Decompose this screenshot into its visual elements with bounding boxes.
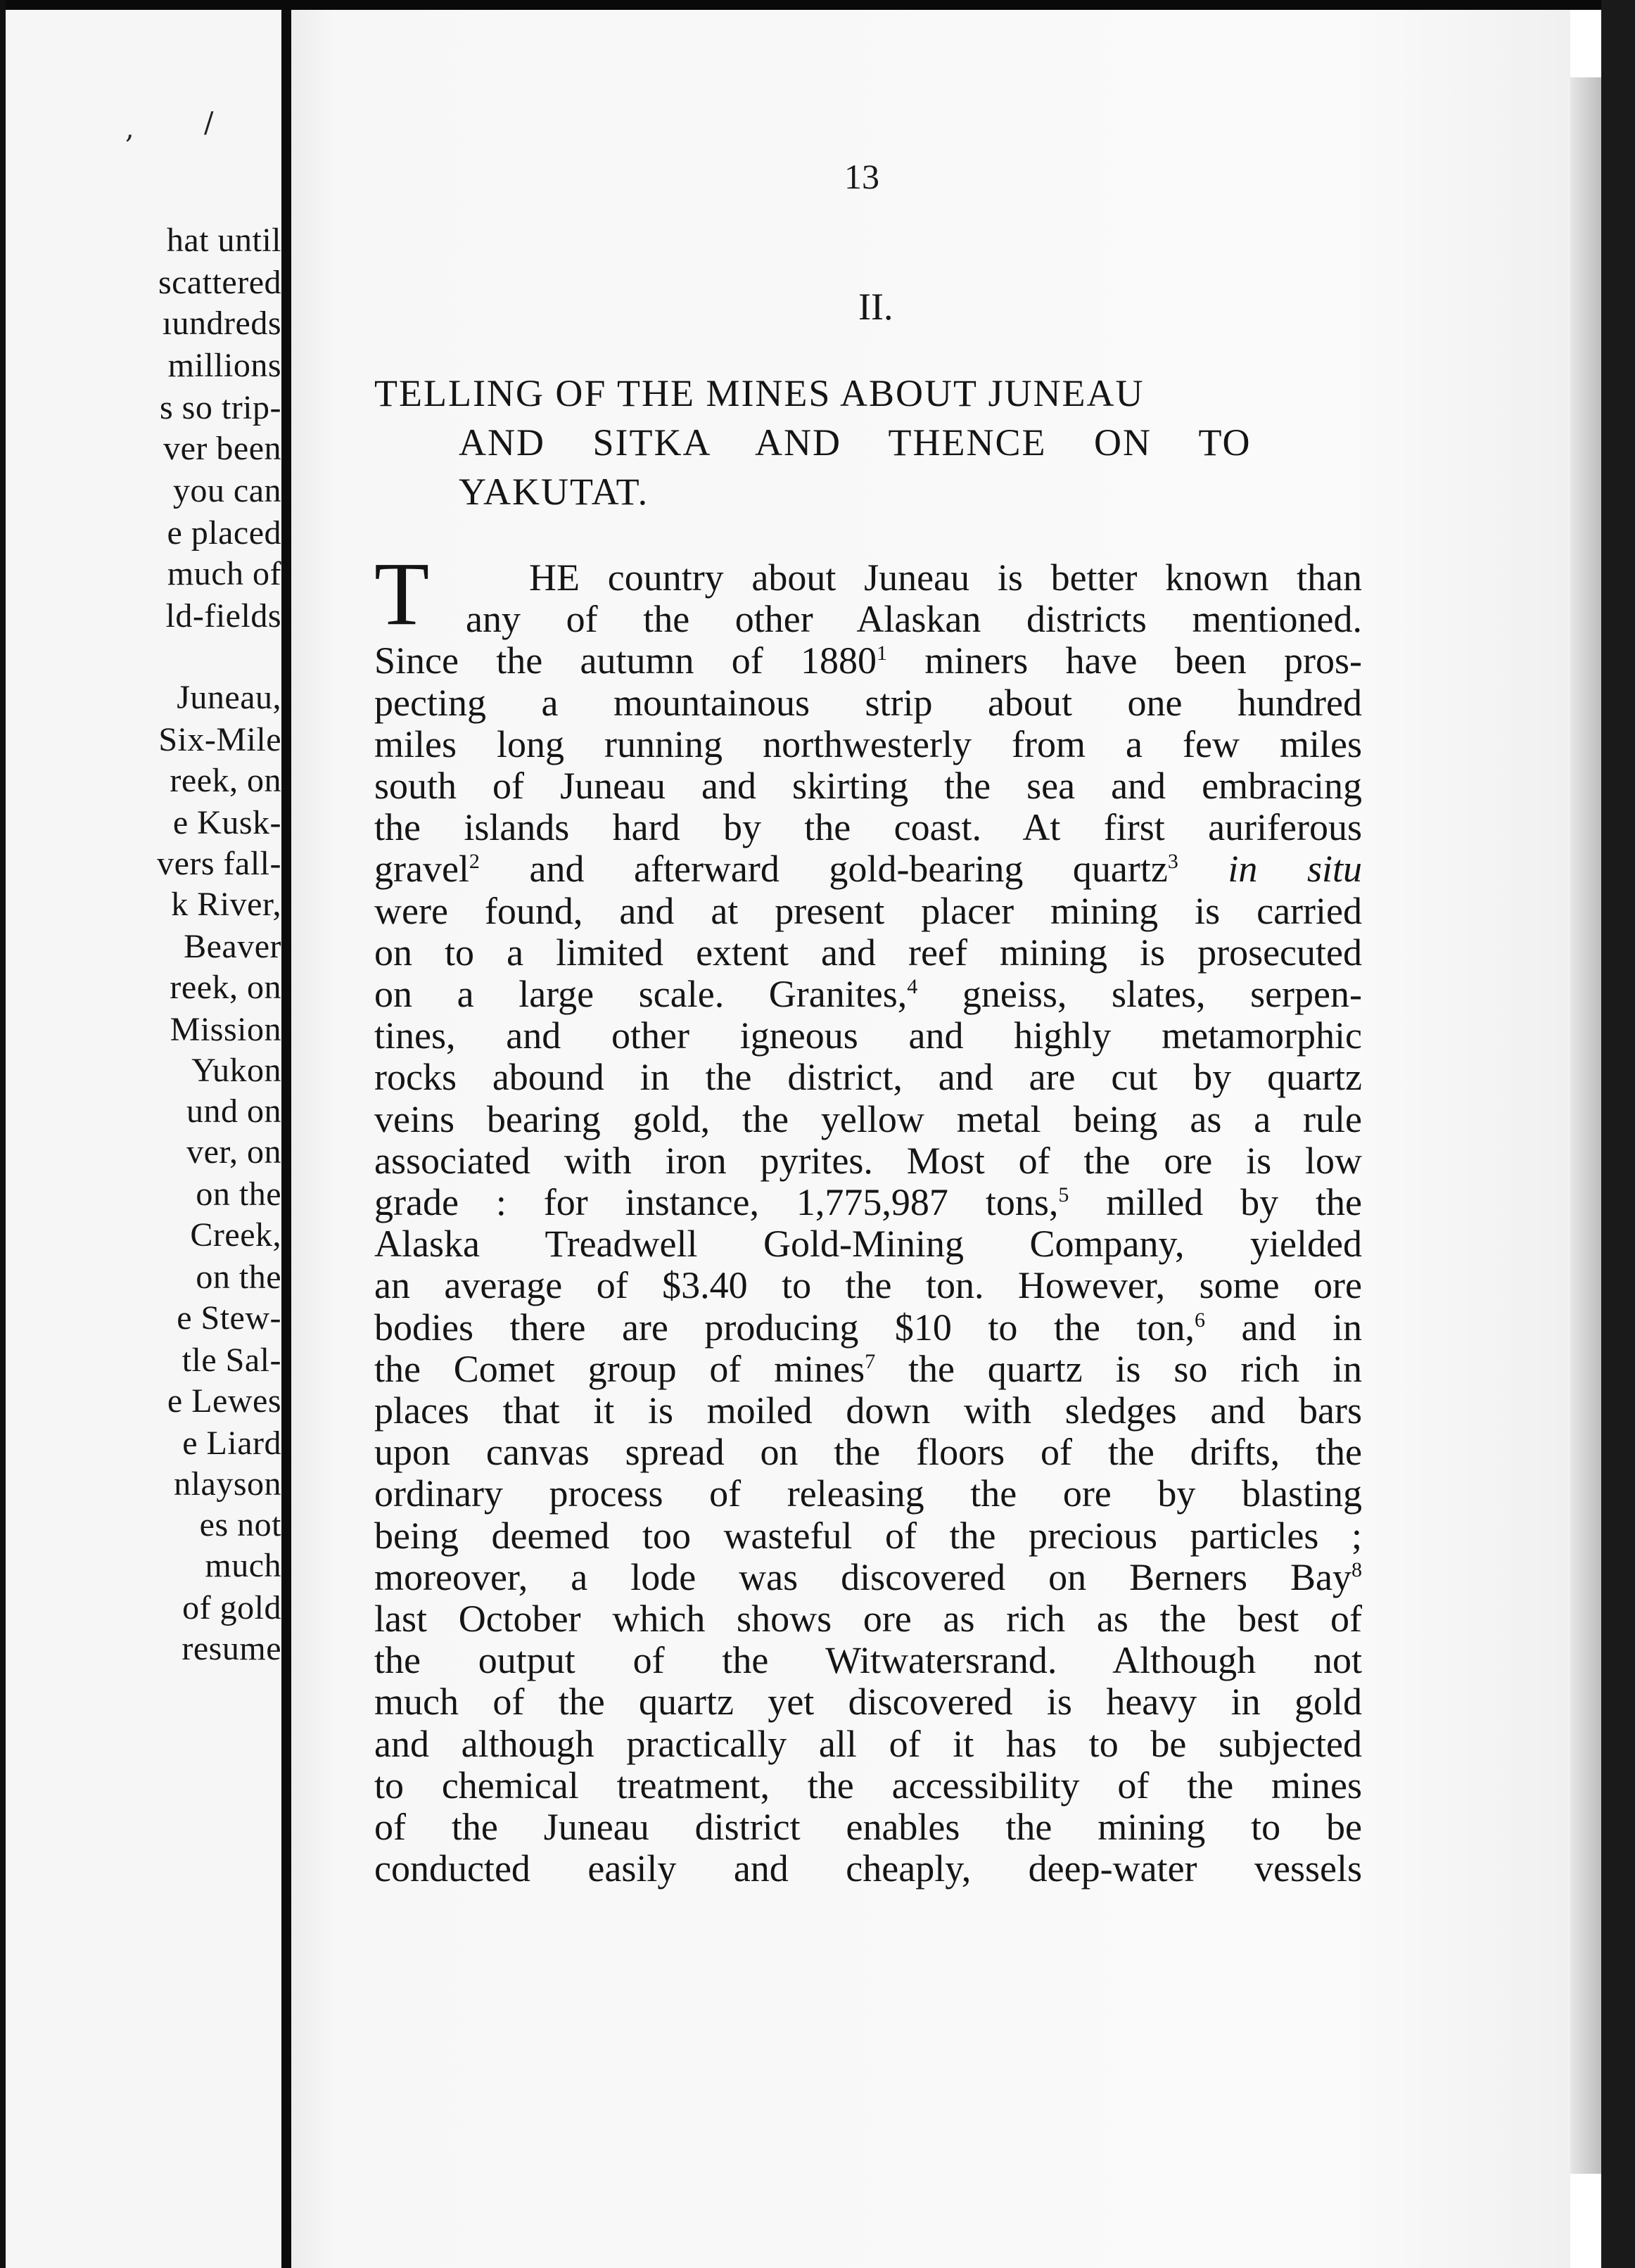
chapter-title-line: TELLING OF THE MINES ABOUT JUNEAU: [374, 372, 1145, 414]
body-line: an average of $3.40 to the ton. However, some ore: [374, 1264, 1362, 1307]
left-page-line: tle Sal-: [182, 1342, 281, 1379]
left-page-line: ver been: [163, 430, 281, 467]
body-line: the islands hard by the coast. At first auriferous: [374, 806, 1362, 849]
body-line: were found, and at present placer mining is carried: [374, 889, 1362, 932]
body-line: [374, 974, 1362, 1014]
body-line: ordinary process of releasing the ore by blasting: [374, 1472, 1362, 1515]
text-run: moreover, a lode was discovered on Berners Bay: [374, 1555, 1351, 1598]
footnote-marker: 2: [469, 850, 480, 874]
body-line: HE country about Juneau is better known than: [529, 556, 1362, 599]
left-page-line: ld-fields: [165, 597, 281, 635]
text-run: Since the autumn of 1880: [374, 639, 877, 682]
text-run: grade : for instance, 1,775,987 tons,: [374, 1181, 1059, 1223]
body-line: to chemical treatment, the accessibility of the mines: [374, 1764, 1362, 1807]
left-page-mark: /: [204, 107, 214, 139]
body-line: south of Juneau and skirting the sea and embracing: [374, 765, 1362, 807]
body-line: rocks abound in the district, and are cut by quartz: [374, 1056, 1362, 1099]
body-line: [374, 1349, 1362, 1389]
left-page-line: e Kusk-: [172, 804, 281, 841]
left-page-line: much: [205, 1547, 281, 1584]
left-page-line: reek, on: [170, 969, 281, 1006]
text-run: gravel: [374, 848, 469, 891]
text-run: and in: [1204, 1306, 1362, 1349]
left-page-line: ver, on: [186, 1133, 281, 1171]
left-page-line: s so trip-: [160, 389, 281, 426]
body-line: veins bearing gold, the yellow metal being as a rule: [374, 1097, 1362, 1140]
page-edges: [1570, 77, 1601, 2174]
text-run: miners have been pros-: [887, 639, 1362, 682]
text-run: bodies there are producing $10 to the ton,: [374, 1306, 1195, 1349]
text-run: milled by the: [1069, 1181, 1363, 1223]
left-page-line: of gold: [182, 1589, 281, 1626]
left-page-line: scattered: [158, 264, 281, 301]
body-line: upon canvas spread on the floors of the drifts, the: [374, 1431, 1362, 1474]
left-page-line: k River,: [171, 886, 281, 923]
left-page-line: Six-Mile: [158, 721, 281, 758]
footnote-marker: 3: [1167, 850, 1178, 874]
left-page-line: und on: [186, 1092, 281, 1130]
left-page-line: e Lewes: [167, 1382, 281, 1420]
scan-left-border: [0, 0, 6, 2268]
scan-top-border: [0, 0, 1635, 10]
body-line: [374, 1182, 1362, 1223]
footnote-marker: 6: [1194, 1308, 1205, 1332]
body-line: being deemed too wasteful of the precious particles ;: [374, 1514, 1362, 1557]
left-page-line: nlayson: [174, 1465, 281, 1503]
left-page-line: e placed: [167, 514, 281, 552]
text-run: on a large scale. Granites,: [374, 973, 908, 1015]
body-line: much of the quartz yet discovered is heavy in gold: [374, 1681, 1362, 1724]
left-page-line: reek, on: [170, 762, 281, 799]
left-page-mark: ,: [125, 113, 134, 145]
left-page-line: Juneau,: [177, 679, 281, 716]
left-page-line: Creek,: [190, 1216, 281, 1254]
text-run: the Comet group of mines: [374, 1347, 865, 1390]
left-page-line: e Liard: [182, 1425, 281, 1462]
chapter-number: II.: [858, 286, 893, 328]
left-page-line: on the: [196, 1176, 281, 1213]
left-page-line: millions: [167, 347, 281, 384]
left-page-line: resume: [182, 1630, 281, 1667]
body-line: Alaska Treadwell Gold-Mining Company, yielded: [374, 1223, 1362, 1266]
left-page-line: much of: [167, 555, 281, 592]
left-page-line: hat until: [166, 222, 281, 259]
scan-right-border: [1601, 0, 1635, 2268]
body-line: pecting a mountainous strip about one hundred: [374, 681, 1362, 724]
left-page-line: on the: [196, 1259, 281, 1296]
footnote-marker: 4: [907, 975, 918, 998]
body-line: and although practically all of it has to be subjected: [374, 1722, 1362, 1765]
body-line: last October which shows ore as rich as the best of: [374, 1598, 1362, 1640]
page-number: 13: [844, 157, 879, 196]
body-line: conducted easily and cheaply, deep-water vessels: [374, 1847, 1362, 1890]
body-line: [374, 848, 1362, 889]
footnote-marker: 5: [1058, 1183, 1069, 1206]
body-line: associated with iron pyrites. Most of the ore is low: [374, 1139, 1362, 1182]
body-line: [374, 1557, 1362, 1598]
book-gutter: [281, 10, 291, 2268]
chapter-title-line: AND SITKA AND THENCE ON TO: [459, 421, 1252, 464]
left-page-line: vers fall-: [157, 845, 281, 882]
footnote-marker: 8: [1351, 1557, 1362, 1581]
footnote-marker: 7: [865, 1349, 876, 1373]
left-page-line: Yukon: [191, 1052, 281, 1089]
footnote-marker: 1: [877, 642, 888, 665]
body-line: miles long running northwesterly from a few miles: [374, 722, 1362, 765]
left-page-line: Beaver: [184, 928, 281, 965]
text-run: and afterward gold-bearing quartz: [479, 848, 1168, 891]
body-line: of the Juneau district enables the mining to be: [374, 1806, 1362, 1848]
left-page-line: es not: [199, 1506, 281, 1543]
text-run: gneiss, slates, serpen-: [917, 973, 1362, 1015]
left-page-line: you can: [172, 472, 281, 509]
body-line: any of the other Alaskan districts mentioned.: [466, 598, 1362, 641]
left-page-line: ıundreds: [162, 305, 281, 342]
body-line: [374, 1307, 1362, 1348]
chapter-title-line: YAKUTAT.: [459, 471, 649, 513]
body-line: tines, and other igneous and highly metamorphic: [374, 1014, 1362, 1057]
body-line: places that it is moiled down with sledges and bars: [374, 1389, 1362, 1432]
body-line: on to a limited extent and reef mining is prosecuted: [374, 931, 1362, 974]
body-line: [374, 640, 1362, 681]
italic-phrase: in situ: [1178, 848, 1362, 891]
left-page-line: e Stew-: [177, 1299, 281, 1337]
drop-cap: T: [374, 544, 430, 644]
text-run: the quartz is so rich in: [875, 1347, 1362, 1390]
body-line: the output of the Witwatersrand. Although not: [374, 1639, 1362, 1682]
left-page-line: Mission: [170, 1011, 281, 1048]
